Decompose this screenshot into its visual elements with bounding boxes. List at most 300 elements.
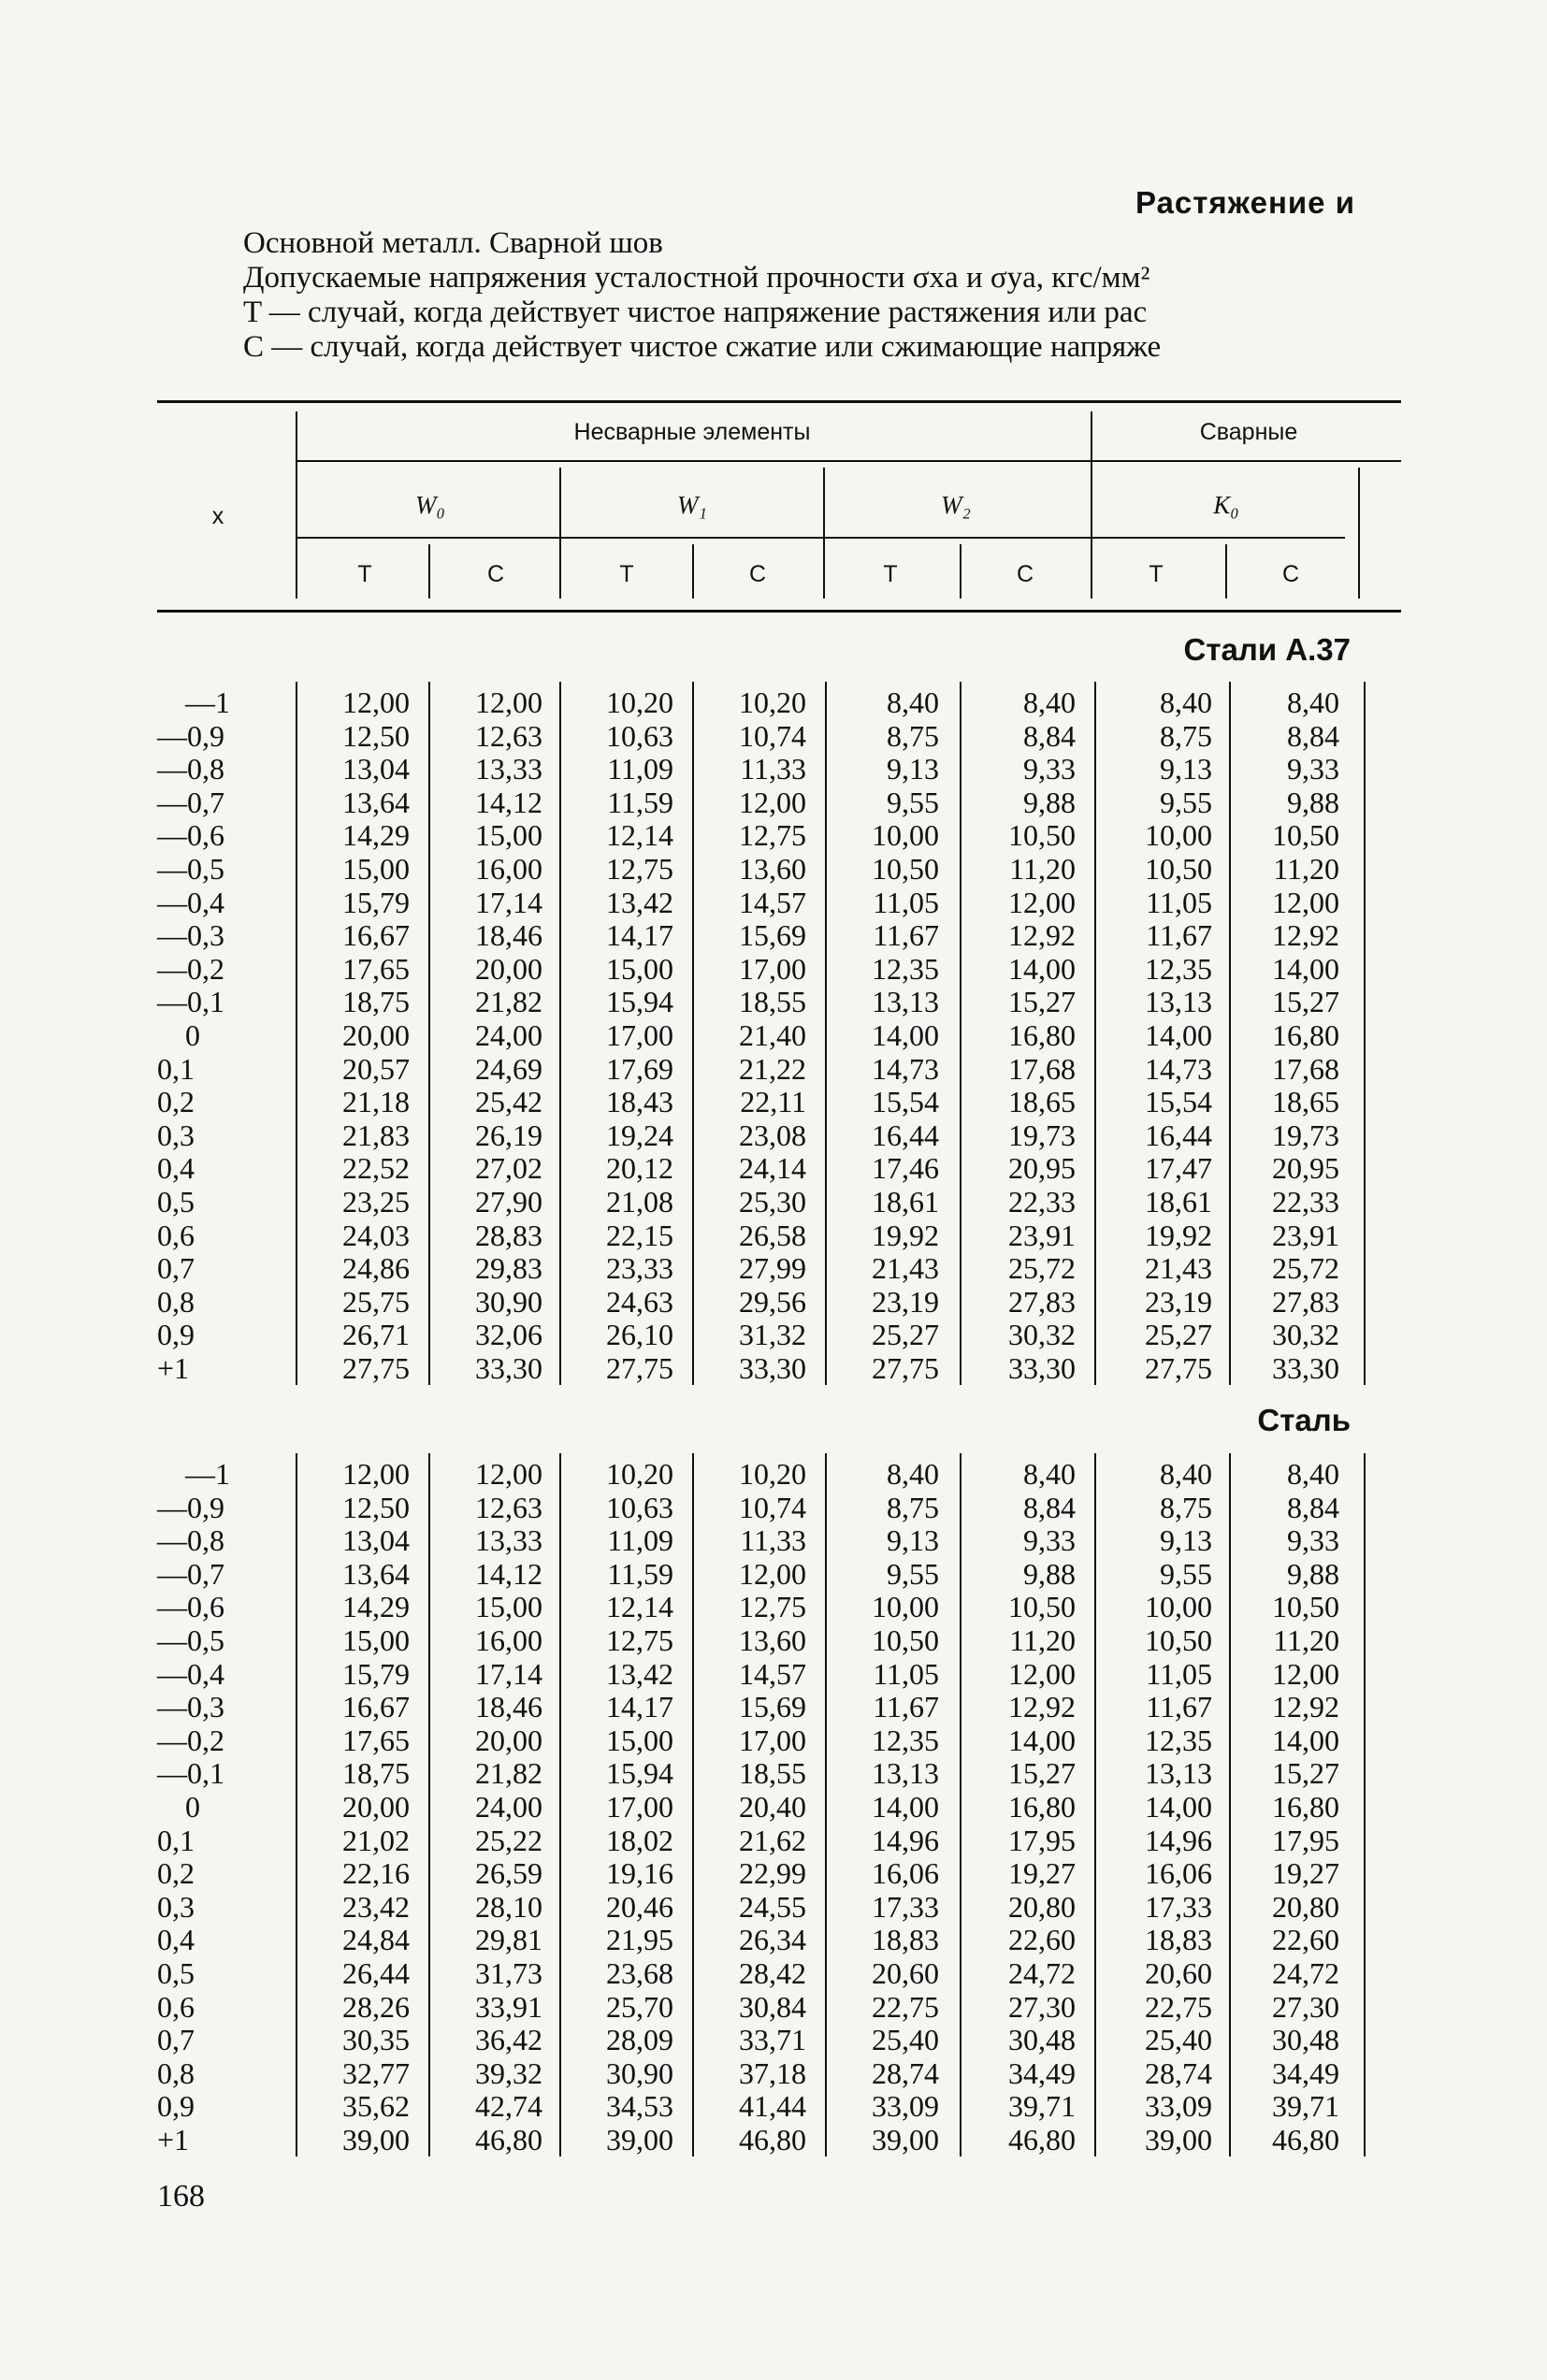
stress-value-cell: 39,00: [872, 2123, 939, 2156]
stress-value-cell: 12,00: [342, 1457, 410, 1491]
stress-value-cell: 18,83: [872, 1923, 939, 1957]
table-row: [157, 1756, 1373, 1790]
stress-value-cell: 11,05: [1146, 1656, 1212, 1691]
x-value-cell: 0,3: [157, 1118, 195, 1152]
stress-value-cell: 10,74: [739, 718, 806, 753]
x-value-cell: —0,4: [157, 885, 224, 919]
stress-value-cell: 27,75: [872, 1351, 939, 1385]
stress-value-cell: 15,79: [342, 1656, 410, 1691]
stress-value-cell: 18,02: [606, 1823, 673, 1857]
x-value-cell: 0,5: [157, 1956, 195, 1990]
stress-value-cell: 12,92: [1008, 1690, 1076, 1724]
stress-value-cell: 14,00: [1008, 951, 1076, 986]
section1-title: Стали А.37: [1183, 632, 1351, 667]
stress-value-cell: 10,63: [606, 718, 673, 753]
stress-value-cell: 25,27: [872, 1318, 939, 1352]
table-row: [157, 1118, 1373, 1152]
stress-value-cell: 11,33: [740, 752, 806, 786]
page-number: 168: [157, 2179, 205, 2214]
table-row: [157, 1318, 1373, 1351]
table-row: [157, 1219, 1373, 1252]
x-value-cell: 0,4: [157, 1923, 195, 1957]
stress-value-cell: 8,84: [1023, 718, 1076, 753]
stress-value-cell: 10,50: [872, 1623, 939, 1657]
stress-value-cell: 24,55: [739, 1889, 806, 1924]
stress-value-cell: 41,44: [739, 2089, 806, 2124]
stress-value-cell: 12,00: [1008, 1656, 1076, 1691]
stress-value-cell: 24,00: [475, 1790, 542, 1824]
intro-line-2: Допускаемые напряжения усталостной прочности σxa и σya, кгс/мм²: [243, 261, 1150, 295]
x-value-cell: 0,2: [157, 1085, 195, 1119]
stress-value-cell: 19,16: [606, 1856, 673, 1891]
x-value-cell: 0,7: [157, 1251, 195, 1286]
stress-value-cell: 23,19: [1145, 1284, 1212, 1319]
stress-value-cell: 15,27: [1008, 985, 1076, 1019]
stress-value-cell: 17,68: [1008, 1051, 1076, 1086]
stress-value-cell: 25,72: [1008, 1251, 1076, 1286]
table-row: [157, 685, 1373, 719]
stress-value-cell: 21,18: [342, 1085, 410, 1119]
header-c: C: [748, 561, 767, 587]
stress-value-cell: 9,13: [887, 1523, 939, 1558]
x-value-cell: 0,8: [157, 1284, 195, 1319]
stress-value-cell: 23,91: [1272, 1218, 1339, 1252]
stress-value-cell: 12,14: [606, 818, 673, 853]
stress-value-cell: 26,58: [739, 1218, 806, 1252]
stress-value-cell: 9,55: [887, 1556, 939, 1591]
stress-value-cell: 16,00: [475, 852, 542, 886]
x-value-cell: —0,6: [157, 1590, 224, 1624]
stress-value-cell: 35,62: [342, 2089, 410, 2124]
stress-value-cell: 15,54: [1145, 1085, 1212, 1119]
stress-value-cell: 22,60: [1272, 1923, 1339, 1957]
stress-value-cell: 20,60: [1145, 1956, 1212, 1990]
table-row: [157, 1185, 1373, 1219]
stress-value-cell: 8,75: [1160, 1490, 1212, 1524]
stress-value-cell: 25,75: [342, 1284, 410, 1319]
x-value-cell: —0,8: [157, 752, 224, 786]
stress-value-cell: 8,75: [887, 718, 939, 753]
stress-value-cell: 33,30: [1272, 1351, 1339, 1385]
stress-value-cell: 20,12: [606, 1151, 673, 1186]
stress-value-cell: 8,84: [1023, 1490, 1076, 1524]
stress-value-cell: 12,14: [606, 1590, 673, 1624]
stress-value-cell: 25,42: [475, 1085, 542, 1119]
stress-value-cell: 11,09: [607, 1523, 673, 1558]
stress-value-cell: 10,20: [606, 685, 673, 719]
stress-value-cell: 16,44: [1145, 1118, 1212, 1152]
stress-value-cell: 24,72: [1008, 1956, 1076, 1990]
x-value-cell: 0,1: [157, 1051, 195, 1086]
stress-value-cell: 17,95: [1272, 1823, 1339, 1857]
stress-value-cell: 26,71: [342, 1318, 410, 1352]
stress-value-cell: 27,83: [1272, 1284, 1339, 1319]
stress-value-cell: 20,80: [1272, 1889, 1339, 1924]
stress-value-cell: 15,69: [739, 918, 806, 953]
stress-value-cell: 30,32: [1008, 1318, 1076, 1352]
stress-value-cell: 17,68: [1272, 1051, 1339, 1086]
stress-value-cell: 12,50: [342, 1490, 410, 1524]
stress-value-cell: 29,81: [475, 1923, 542, 1957]
stress-value-cell: 17,46: [872, 1151, 939, 1186]
stress-value-cell: 11,67: [1146, 1690, 1212, 1724]
stress-value-cell: 18,55: [739, 985, 806, 1019]
stress-value-cell: 17,95: [1008, 1823, 1076, 1857]
stress-value-cell: 22,16: [342, 1856, 410, 1891]
stress-value-cell: 19,73: [1008, 1118, 1076, 1152]
stress-value-cell: 33,30: [1008, 1351, 1076, 1385]
table-row: [157, 1790, 1373, 1824]
table-row: [157, 2056, 1373, 2090]
stress-value-cell: 11,59: [607, 1556, 673, 1591]
stress-value-cell: 39,71: [1008, 2089, 1076, 2124]
table-row: [157, 1018, 1373, 1052]
stress-value-cell: 46,80: [1008, 2123, 1076, 2156]
stress-value-cell: 29,83: [475, 1251, 542, 1286]
stress-value-cell: 21,02: [342, 1823, 410, 1857]
stress-value-cell: 27,02: [475, 1151, 542, 1186]
stress-value-cell: 18,65: [1272, 1085, 1339, 1119]
x-value-cell: 0,6: [157, 1989, 195, 2024]
stress-value-cell: 24,86: [342, 1251, 410, 1286]
stress-value-cell: 18,55: [739, 1756, 806, 1791]
stress-value-cell: 19,27: [1008, 1856, 1076, 1891]
x-value-cell: 0: [185, 1018, 200, 1052]
stress-value-cell: 13,60: [739, 1623, 806, 1657]
stress-value-cell: 15,69: [739, 1690, 806, 1724]
x-value-cell: 0,5: [157, 1185, 195, 1219]
x-value-cell: —0,3: [157, 918, 224, 953]
stress-value-cell: 24,63: [606, 1284, 673, 1319]
stress-value-cell: 13,33: [475, 752, 542, 786]
stress-value-cell: 9,88: [1287, 1556, 1339, 1591]
stress-value-cell: 27,30: [1008, 1989, 1076, 2024]
stress-value-cell: 13,13: [1145, 1756, 1212, 1791]
stress-value-cell: 11,05: [873, 885, 939, 919]
stress-value-cell: 9,88: [1287, 785, 1339, 819]
stress-value-cell: 21,82: [475, 1756, 542, 1791]
stress-value-cell: 14,00: [1145, 1790, 1212, 1824]
stress-value-cell: 26,19: [475, 1118, 542, 1152]
stress-value-cell: 8,40: [1160, 685, 1212, 719]
stress-value-cell: 14,00: [1272, 951, 1339, 986]
stress-value-cell: 28,74: [872, 2055, 939, 2090]
stress-value-cell: 14,17: [606, 1690, 673, 1724]
header-w0: W₀: [415, 491, 445, 519]
stress-value-cell: 39,71: [1272, 2089, 1339, 2124]
stress-value-cell: 20,46: [606, 1889, 673, 1924]
stress-value-cell: 14,73: [1145, 1051, 1212, 1086]
x-value-cell: —0,2: [157, 1723, 224, 1757]
stress-value-cell: 21,43: [872, 1251, 939, 1286]
stress-value-cell: 20,00: [475, 1723, 542, 1757]
stress-value-cell: 14,73: [872, 1051, 939, 1086]
stress-value-cell: 25,22: [475, 1823, 542, 1857]
stress-value-cell: 19,73: [1272, 1118, 1339, 1152]
x-value-cell: —0,8: [157, 1523, 224, 1558]
stress-value-cell: 17,65: [342, 951, 410, 986]
header-welded-group: Сварные: [1199, 419, 1298, 445]
stress-value-cell: 28,74: [1145, 2055, 1212, 2090]
stress-value-cell: 39,00: [606, 2123, 673, 2156]
stress-value-cell: 10,20: [739, 1457, 806, 1491]
stress-value-cell: 13,60: [739, 852, 806, 886]
table-row: [157, 1824, 1373, 1857]
stress-value-cell: 28,26: [342, 1989, 410, 2024]
stress-value-cell: 22,11: [740, 1085, 806, 1119]
x-value-cell: 0: [185, 1790, 200, 1824]
stress-value-cell: 10,00: [1145, 818, 1212, 853]
stress-value-cell: 14,00: [1272, 1723, 1339, 1757]
stress-value-cell: 13,42: [606, 1656, 673, 1691]
stress-value-cell: 24,72: [1272, 1956, 1339, 1990]
table-row: [157, 1457, 1373, 1491]
table-row: [157, 786, 1373, 819]
stress-value-cell: 46,80: [739, 2123, 806, 2156]
stress-value-cell: 21,40: [739, 1018, 806, 1052]
x-value-cell: —0,5: [157, 852, 224, 886]
stress-value-cell: 9,13: [1160, 1523, 1212, 1558]
table-row: [157, 1724, 1373, 1757]
table-row: [157, 1052, 1373, 1086]
stress-value-cell: 33,30: [475, 1351, 542, 1385]
stress-value-cell: 17,14: [475, 885, 542, 919]
stress-value-cell: 17,00: [739, 951, 806, 986]
stress-value-cell: 9,55: [1160, 1556, 1212, 1591]
table-row: [157, 952, 1373, 986]
stress-value-cell: 15,27: [1272, 1756, 1339, 1791]
stress-value-cell: 21,95: [606, 1923, 673, 1957]
stress-value-cell: 33,09: [872, 2089, 939, 2124]
stress-value-cell: 27,83: [1008, 1284, 1076, 1319]
stress-value-cell: 13,13: [872, 1756, 939, 1791]
stress-value-cell: 8,40: [1023, 685, 1076, 719]
table-row: [157, 1351, 1373, 1385]
x-value-cell: —1: [185, 685, 230, 719]
stress-value-cell: 15,27: [1008, 1756, 1076, 1791]
table-row: [157, 1285, 1373, 1319]
table-row: [157, 2089, 1373, 2123]
stress-value-cell: 29,56: [739, 1284, 806, 1319]
stress-value-cell: 9,88: [1023, 785, 1076, 819]
stress-value-cell: 12,00: [1272, 1656, 1339, 1691]
stress-value-cell: 16,80: [1272, 1018, 1339, 1052]
stress-value-cell: 15,00: [475, 1590, 542, 1624]
table-row: [157, 1523, 1373, 1557]
stress-value-cell: 12,00: [475, 685, 542, 719]
table-row: [157, 2023, 1373, 2056]
stress-value-cell: 20,00: [342, 1790, 410, 1824]
stress-value-cell: 23,91: [1008, 1218, 1076, 1252]
stress-value-cell: 10,63: [606, 1490, 673, 1524]
stress-value-cell: 14,29: [342, 1590, 410, 1624]
stress-value-cell: 22,75: [1145, 1989, 1212, 2024]
header-unwelded-group: Несварные элементы: [573, 419, 811, 445]
stress-value-cell: 21,08: [606, 1185, 673, 1219]
table-row: [157, 1623, 1373, 1657]
stress-value-cell: 10,50: [1272, 1590, 1339, 1624]
stress-value-cell: 28,83: [475, 1218, 542, 1252]
stress-value-cell: 32,06: [475, 1318, 542, 1352]
stress-value-cell: 12,00: [342, 685, 410, 719]
stress-value-cell: 13,13: [872, 985, 939, 1019]
hdr-vline: [1358, 468, 1360, 599]
stress-value-cell: 12,35: [872, 951, 939, 986]
stress-value-cell: 15,27: [1272, 985, 1339, 1019]
x-value-cell: —0,9: [157, 1490, 224, 1524]
stress-value-cell: 12,35: [872, 1723, 939, 1757]
stress-value-cell: 18,46: [475, 1690, 542, 1724]
stress-value-cell: 8,40: [887, 685, 939, 719]
stress-value-cell: 16,00: [475, 1623, 542, 1657]
x-value-cell: —0,7: [157, 1556, 224, 1591]
stress-value-cell: 14,12: [475, 1556, 542, 1591]
stress-value-cell: 12,92: [1008, 918, 1076, 953]
stress-value-cell: 24,14: [739, 1151, 806, 1186]
header-c: C: [486, 561, 505, 587]
stress-value-cell: 10,00: [1145, 1590, 1212, 1624]
stress-value-cell: 34,49: [1272, 2055, 1339, 2090]
table-row: [157, 1990, 1373, 2024]
stress-value-cell: 13,42: [606, 885, 673, 919]
x-value-cell: 0,4: [157, 1151, 195, 1186]
stress-value-cell: 16,06: [1145, 1856, 1212, 1891]
table-row: [157, 1956, 1373, 1990]
stress-value-cell: 20,80: [1008, 1889, 1076, 1924]
stress-value-cell: 11,67: [873, 918, 939, 953]
stress-value-cell: 13,64: [342, 1556, 410, 1591]
stress-value-cell: 26,34: [739, 1923, 806, 1957]
stress-value-cell: 15,00: [342, 852, 410, 886]
stress-value-cell: 19,92: [872, 1218, 939, 1252]
stress-value-cell: 12,00: [475, 1457, 542, 1491]
intro-line-3: T — случай, когда действует чистое напряжение растяжения или рас: [243, 296, 1148, 329]
stress-value-cell: 13,04: [342, 1523, 410, 1558]
stress-value-cell: 13,04: [342, 752, 410, 786]
x-value-cell: —0,5: [157, 1623, 224, 1657]
header-sub-rule: [297, 537, 1345, 539]
stress-value-cell: 11,05: [873, 1656, 939, 1691]
stress-value-cell: 25,72: [1272, 1251, 1339, 1286]
stress-value-cell: 33,30: [739, 1351, 806, 1385]
stress-value-cell: 13,33: [475, 1523, 542, 1558]
stress-value-cell: 11,20: [1009, 1623, 1076, 1657]
x-value-cell: —1: [185, 1457, 230, 1491]
table-row: [157, 1690, 1373, 1724]
stress-value-cell: 17,14: [475, 1656, 542, 1691]
header-group-rule: [297, 460, 1401, 462]
table-row: [157, 1590, 1373, 1623]
stress-value-cell: 11,59: [607, 785, 673, 819]
stress-value-cell: 12,75: [739, 1590, 806, 1624]
stress-value-cell: 22,15: [606, 1218, 673, 1252]
stress-value-cell: 15,00: [475, 818, 542, 853]
hdr-vline: [296, 411, 297, 599]
table-row: [157, 1890, 1373, 1924]
stress-value-cell: 15,54: [872, 1085, 939, 1119]
stress-value-cell: 14,96: [872, 1823, 939, 1857]
stress-value-cell: 14,17: [606, 918, 673, 953]
stress-value-cell: 42,74: [475, 2089, 542, 2124]
stress-value-cell: 11,05: [1146, 885, 1212, 919]
stress-value-cell: 8,40: [1160, 1457, 1212, 1491]
stress-value-cell: 10,50: [1145, 852, 1212, 886]
header-t: T: [357, 561, 372, 587]
stress-value-cell: 21,62: [739, 1823, 806, 1857]
table-header-bottom-rule: [157, 610, 1401, 613]
stress-value-cell: 14,96: [1145, 1823, 1212, 1857]
x-value-cell: —0,9: [157, 718, 224, 753]
intro-text: [243, 226, 1412, 365]
table-row: [157, 852, 1373, 886]
stress-value-cell: 30,90: [475, 1284, 542, 1319]
header-c: C: [1016, 561, 1034, 587]
stress-value-cell: 27,30: [1272, 1989, 1339, 2024]
stress-value-cell: 19,24: [606, 1118, 673, 1152]
table-row: [157, 1856, 1373, 1890]
stress-value-cell: 14,57: [739, 1656, 806, 1691]
stress-value-cell: 14,00: [872, 1018, 939, 1052]
stress-value-cell: 10,50: [1008, 1590, 1076, 1624]
stress-value-cell: 33,09: [1145, 2089, 1212, 2124]
stress-value-cell: 9,33: [1287, 1523, 1339, 1558]
header-t: T: [1149, 561, 1164, 587]
stress-value-cell: 22,60: [1008, 1923, 1076, 1957]
stress-value-cell: 15,00: [606, 951, 673, 986]
stress-value-cell: 30,48: [1272, 2023, 1339, 2057]
stress-value-cell: 10,00: [872, 818, 939, 853]
stress-value-cell: 11,20: [1273, 852, 1339, 886]
x-value-cell: —0,4: [157, 1656, 224, 1691]
stress-value-cell: 8,40: [1287, 685, 1339, 719]
hdr-vline: [692, 544, 694, 599]
stress-value-cell: 22,33: [1272, 1185, 1339, 1219]
stress-value-cell: 9,33: [1023, 1523, 1076, 1558]
x-value-cell: 0,3: [157, 1889, 195, 1924]
stress-value-cell: 30,48: [1008, 2023, 1076, 2057]
stress-value-cell: 16,80: [1272, 1790, 1339, 1824]
stress-value-cell: 16,06: [872, 1856, 939, 1891]
stress-value-cell: 14,57: [739, 885, 806, 919]
stress-value-cell: 19,27: [1272, 1856, 1339, 1891]
table-row: [157, 1491, 1373, 1524]
header-c: C: [1281, 561, 1300, 587]
stress-value-cell: 27,75: [1145, 1351, 1212, 1385]
table-row: [157, 752, 1373, 786]
stress-value-cell: 25,40: [1145, 2023, 1212, 2057]
stress-value-cell: 23,19: [872, 1284, 939, 1319]
stress-value-cell: 12,92: [1272, 1690, 1339, 1724]
stress-value-cell: 9,13: [887, 752, 939, 786]
header-w2: W₂: [941, 491, 971, 519]
stress-value-cell: 15,94: [606, 985, 673, 1019]
stress-value-cell: 10,20: [739, 685, 806, 719]
stress-value-cell: 21,43: [1145, 1251, 1212, 1286]
stress-value-cell: 12,92: [1272, 918, 1339, 953]
stress-value-cell: 18,83: [1145, 1923, 1212, 1957]
x-value-cell: 0,9: [157, 2089, 195, 2124]
stress-value-cell: 18,75: [342, 985, 410, 1019]
stress-value-cell: 20,95: [1272, 1151, 1339, 1186]
section2-title: Сталь: [1257, 1403, 1351, 1437]
section-title: Растяжение и: [1135, 185, 1355, 220]
stress-value-cell: 8,75: [1160, 718, 1212, 753]
stress-value-cell: 39,00: [342, 2123, 410, 2156]
stress-value-cell: 27,75: [342, 1351, 410, 1385]
stress-value-cell: 8,40: [1023, 1457, 1076, 1491]
stress-value-cell: 17,33: [1145, 1889, 1212, 1924]
stress-value-cell: 12,75: [606, 1623, 673, 1657]
